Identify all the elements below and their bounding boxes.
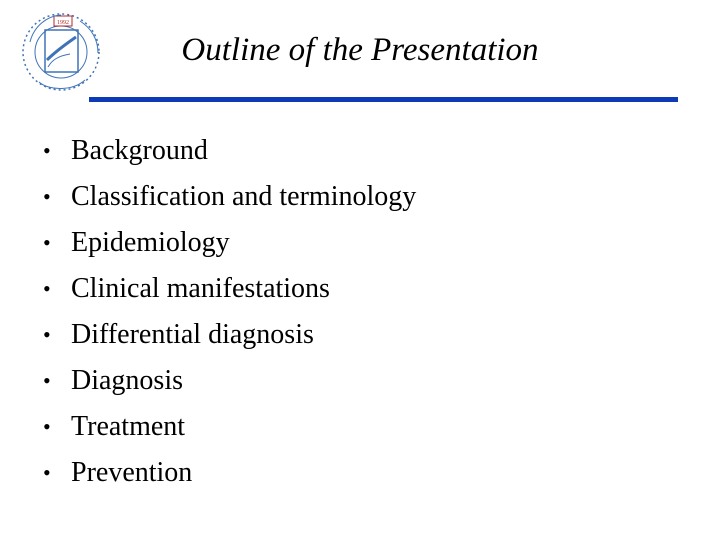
- outline-item-label: Classification and terminology: [71, 181, 417, 212]
- outline-item-label: Background: [71, 135, 208, 166]
- title-rule: [89, 97, 678, 102]
- bullet-icon: •: [43, 138, 51, 163]
- bullet-icon: •: [43, 460, 51, 485]
- outline-item-label: Treatment: [71, 411, 186, 442]
- slide-title: Outline of the Presentation: [181, 32, 539, 68]
- outline-item-label: Epidemiology: [71, 227, 230, 258]
- outline-item-label: Clinical manifestations: [71, 273, 330, 304]
- bullet-icon: •: [43, 184, 51, 209]
- bullet-icon: •: [43, 230, 51, 255]
- logo-year: 1992: [57, 20, 69, 26]
- bullet-icon: •: [43, 368, 51, 393]
- outline-item-label: Differential diagnosis: [71, 319, 314, 350]
- outline-item-label: Prevention: [71, 457, 193, 488]
- bullet-icon: •: [43, 414, 51, 439]
- bullet-icon: •: [43, 276, 51, 301]
- institution-seal-icon: [16, 8, 106, 96]
- outline-item-label: Diagnosis: [71, 365, 183, 396]
- bullet-icon: •: [43, 322, 51, 347]
